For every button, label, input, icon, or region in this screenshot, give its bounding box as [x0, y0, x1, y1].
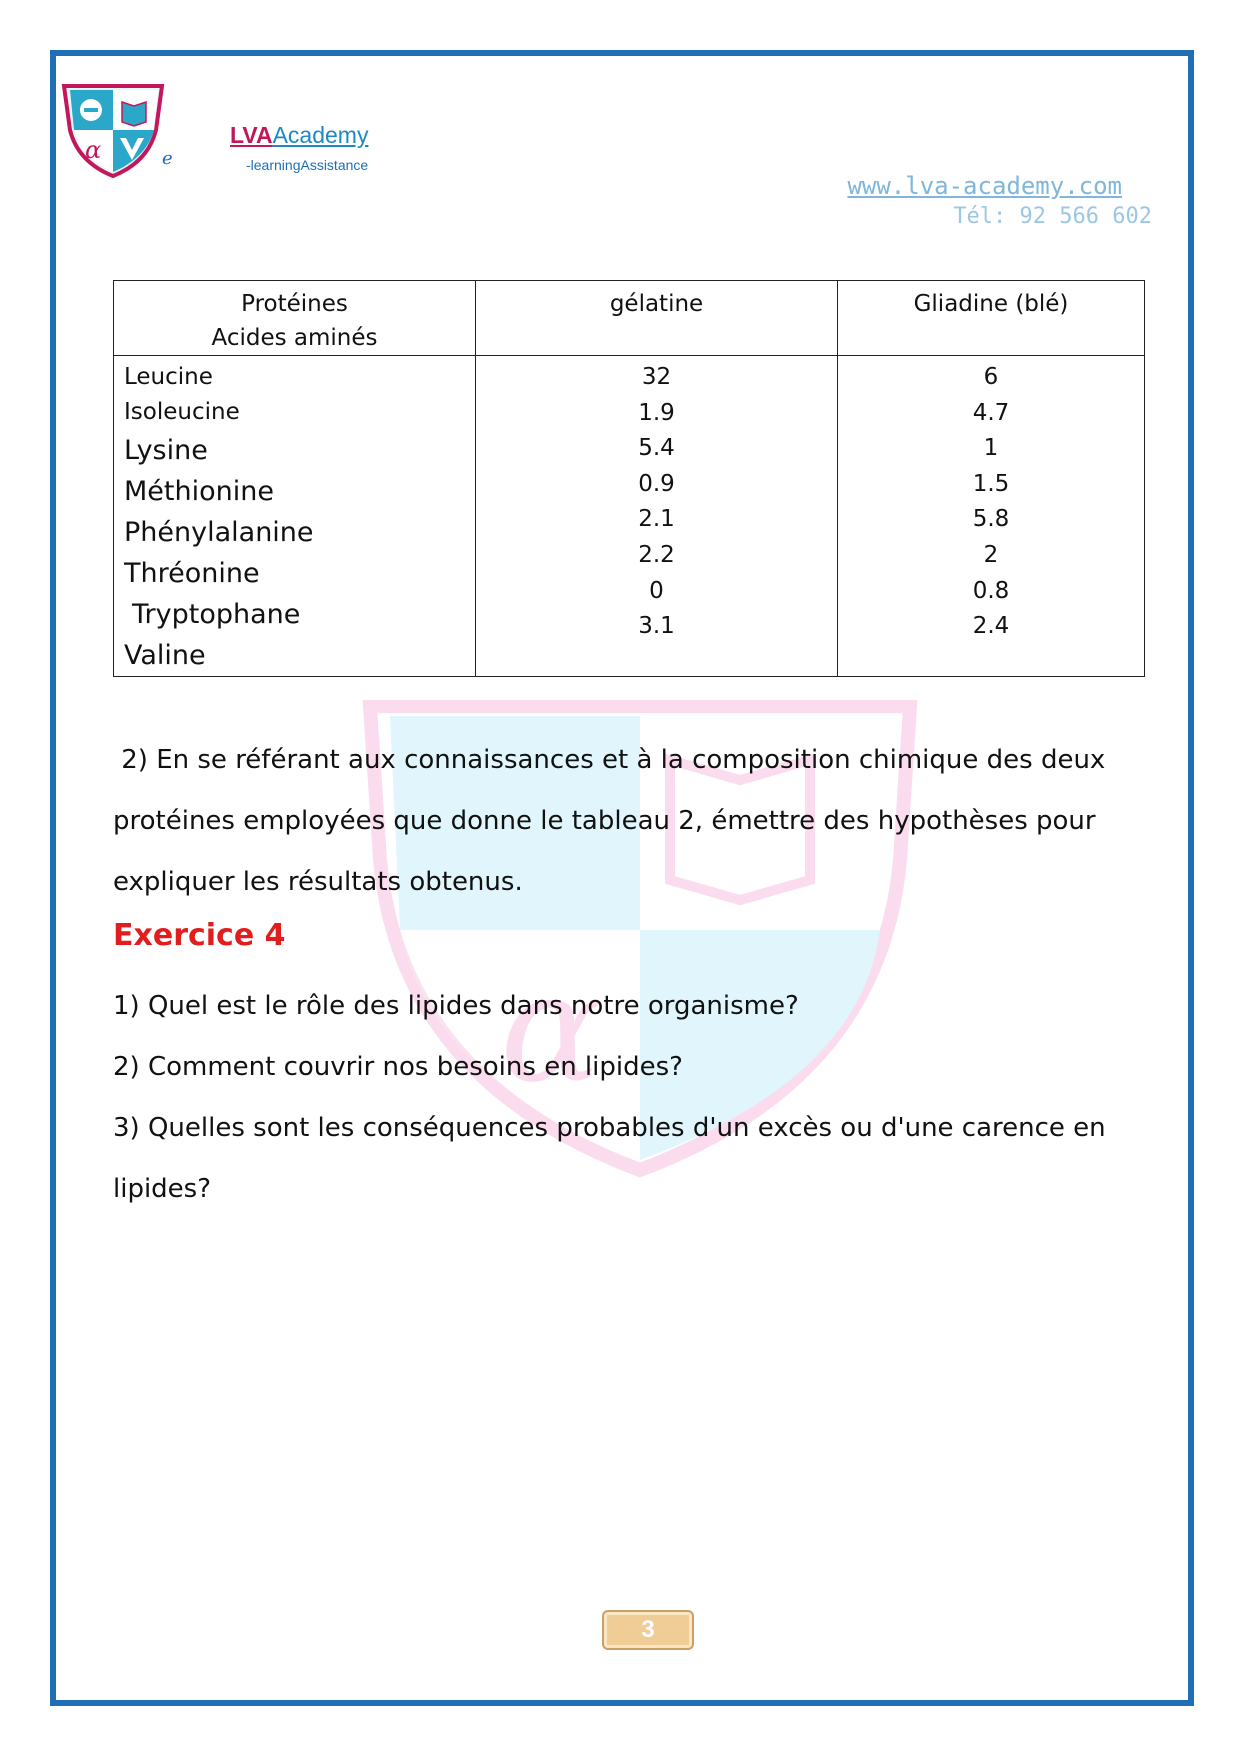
- gelatine-value: 2.1: [638, 506, 675, 533]
- gliadine-value: 5.8: [972, 506, 1010, 533]
- header-gelatine: gélatine: [476, 281, 838, 356]
- exercise-4-question-3: 3) Quelles sont les conséquences probables d'un excès ou d'une carence en: [113, 1113, 1106, 1143]
- gliadine-value: 2.4: [972, 613, 1010, 640]
- exercise-4-question-3-continued: lipides?: [113, 1174, 212, 1204]
- question-2-line: protéines employées que donne le tableau 2, émettre des hypothèses pour: [113, 806, 1096, 836]
- gelatine-value: 2.2: [638, 541, 675, 568]
- amino-acid-name: Lysine: [124, 435, 208, 466]
- exercise-4-question-2: 2) Comment couvrir nos besoins en lipides?: [113, 1052, 683, 1082]
- header-gliadine: Gliadine (blé): [838, 281, 1145, 356]
- gliadine-value: 4.7: [972, 399, 1010, 426]
- amino-acid-name: Leucine: [124, 364, 213, 390]
- brand-academy: Academy: [272, 122, 369, 148]
- amino-acid-name: Thréonine: [124, 558, 260, 589]
- table-row: [114, 356, 1145, 677]
- gelatine-value: 5.4: [638, 435, 675, 462]
- brand-lv: LVA: [230, 122, 273, 148]
- question-2-line: expliquer les résultats obtenus.: [113, 867, 523, 897]
- brand-subtitle: -learningAssistance: [246, 157, 369, 173]
- svg-text:α: α: [85, 136, 102, 164]
- gliadine-value: 2: [983, 541, 999, 568]
- gliadine-value: 6: [983, 364, 999, 390]
- amino-acid-name: Phénylalanine: [124, 517, 314, 548]
- amino-acid-name: Tryptophane: [132, 599, 301, 630]
- header-amino-acids: Acides aminés: [211, 325, 378, 351]
- question-2-line: 2) En se référant aux connaissances et à la composition chimique des deux: [113, 745, 1106, 775]
- logo-e-letter: e: [162, 148, 173, 169]
- lva-logo-icon: [58, 80, 168, 178]
- gliadine-value: 1: [983, 435, 999, 462]
- gelatine-value: 0.9: [638, 470, 675, 497]
- gliadine-value: 0.8: [972, 577, 1010, 604]
- gelatine-value: 1.9: [638, 399, 675, 426]
- gelatine-value: 32: [641, 364, 672, 390]
- svg-text:α: α: [500, 942, 602, 1116]
- gelatine-value: 3.1: [638, 613, 675, 640]
- exercise-4-question-1: 1) Quel est le rôle des lipides dans notre organisme?: [113, 991, 799, 1021]
- exercise-4-questions: [113, 976, 1145, 1220]
- header-proteins-amino: [114, 281, 476, 356]
- gelatine-values-cell: [476, 356, 838, 677]
- amino-acid-names-cell: [114, 356, 476, 677]
- page-number: 3: [602, 1610, 694, 1650]
- amino-acid-table: [113, 280, 1145, 677]
- gliadine-values-cell: [838, 356, 1145, 677]
- table-header-row: [114, 281, 1145, 356]
- exercise-4-title: Exercice 4: [113, 918, 286, 953]
- amino-acid-name: Méthionine: [124, 476, 274, 507]
- brand-name: [230, 122, 368, 149]
- amino-acid-name: Isoleucine: [124, 399, 240, 425]
- website-link[interactable]: www.lva-academy.com: [847, 172, 1122, 200]
- phone-number: Tél: 92 566 602: [953, 204, 1152, 229]
- gliadine-value: 1.5: [972, 470, 1010, 497]
- question-2-paragraph: [113, 730, 1145, 913]
- amino-acid-name: Valine: [124, 640, 206, 671]
- gelatine-value: 0: [649, 577, 664, 604]
- header-proteins: Protéines: [241, 291, 348, 317]
